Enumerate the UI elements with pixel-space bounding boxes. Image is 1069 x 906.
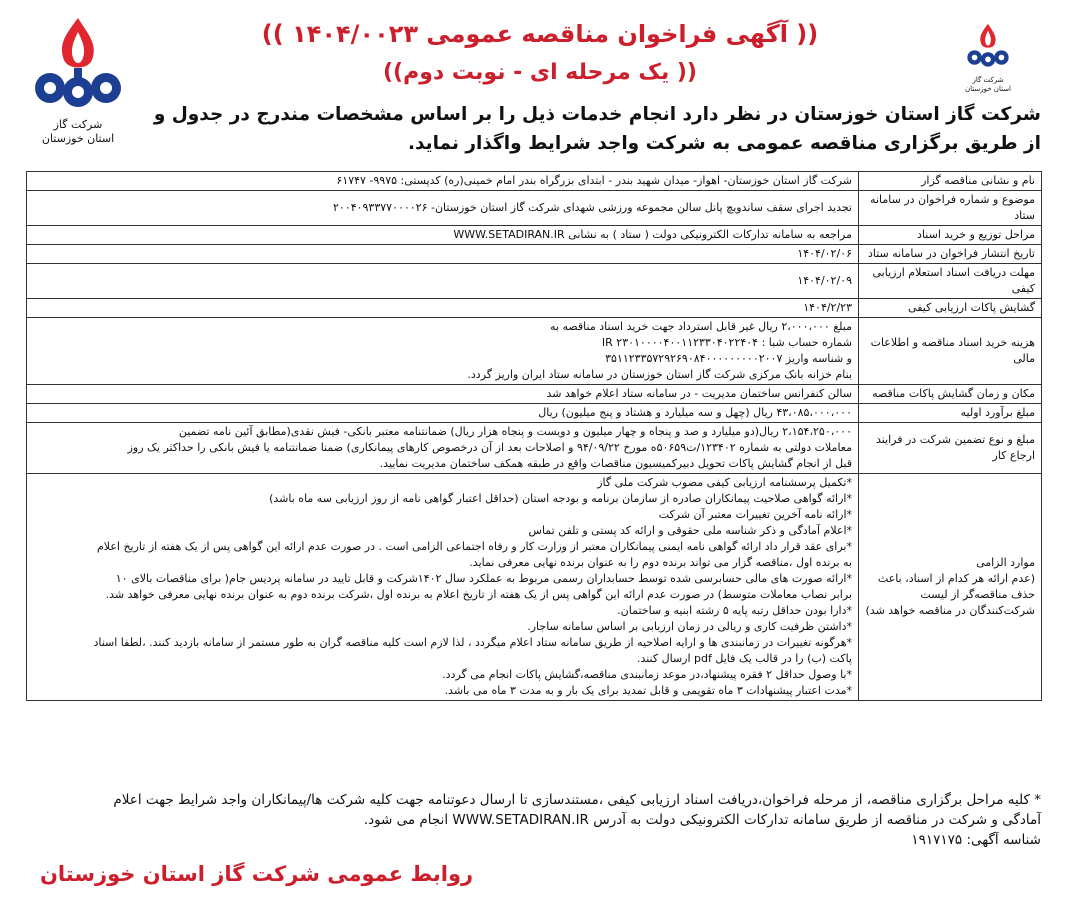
- row-label-text: مهلت دریافت اسناد استعلام ارزیابی کیفی: [872, 266, 1035, 295]
- row-label-text: مراحل توزیع و خرید اسناد: [917, 228, 1035, 241]
- row-value-line: *تکمیل پرسشنامه ارزیابی کیفی مصوب شرکت ملی گاز: [597, 476, 852, 489]
- intro-line-1: شرکت گاز استان خوزستان در نظر دارد انجام خدمات ذیل را بر اساس مشخصات مندرج در جدول و: [153, 104, 1041, 125]
- row-value: [27, 385, 859, 404]
- table-row: [27, 423, 1042, 474]
- row-label: [859, 264, 1042, 299]
- row-label: [859, 474, 1042, 701]
- table-row: [27, 172, 1042, 191]
- table-row: [27, 226, 1042, 245]
- row-value-line: *ارائه صورت های مالی حسابرسی شده توسط حسابداران رسمی مربوط به عملکرد سال ۱۴۰۲شرکت و قابل تایید در سامانه پردیس جام( برای مناقصات بالای ۱۰: [115, 572, 852, 585]
- row-label: [859, 226, 1042, 245]
- table-row: [27, 264, 1042, 299]
- row-label: [859, 423, 1042, 474]
- row-value: [27, 474, 859, 701]
- row-value-line: ۱۴۰۴/۰۲/۰۹: [797, 274, 852, 287]
- row-label: [859, 172, 1042, 191]
- row-label-text: موضوع و شماره فراخوان در سامانه ستاد: [870, 193, 1035, 222]
- logo-caption-line1: شرکت گاز: [53, 118, 103, 131]
- row-value-line: *ارائه گواهی صلاحیت پیمانکاران صادره از سازمان برنامه و بودجه استان (حداقل اعتبار گواهی نامه از روز ارزیابی سه ماه باشد): [269, 492, 852, 505]
- row-value-line: پاکت (ب) را در قالب یک فایل pdf ارسال کنند.: [636, 652, 852, 665]
- notice-subtitle: (( یک مرحله ای - نوبت دوم)): [383, 60, 697, 85]
- tender-details-table: [26, 171, 1042, 701]
- row-value: [27, 318, 859, 385]
- row-value: [27, 264, 859, 299]
- table-row: [27, 474, 1042, 701]
- row-value: [27, 191, 859, 226]
- row-value-line: ۴۳،۰۸۵،۰۰۰،۰۰۰ ریال (چهل و سه میلیارد و هشتاد و پنج میلیون) ریال: [538, 406, 852, 419]
- row-value-line: ۱۴۰۴/۲/۲۳: [803, 301, 852, 314]
- row-value-line: معاملات دولتی به شماره ۱۲۳۴۰۲/ت۵۰۶۵۹ه مورخ ۹۴/۰۹/۲۲ و اصلاحات بعد از آن درخصوص کارهای پیمانکاری) ضمنا ضمانتنامه یا فیش بانکی را حداکثر یک روز: [127, 441, 852, 454]
- company-logo-small: [958, 20, 1018, 100]
- table-row: [27, 318, 1042, 385]
- row-label-text: هزینه خرید اسناد مناقصه و اطلاعات مالی: [870, 336, 1035, 365]
- row-label-text: مبلغ برآورد اولیه: [960, 406, 1035, 419]
- row-value-line: ۲،۱۵۴،۲۵۰،۰۰۰ ریال(دو میلیارد و صد و پنجاه و چهار میلیون و دویست و پنجاه هزار ریال) ضمانتنامه معتبر بانکی- فیش نقدی(مطابق آئین نامه تضمین: [178, 425, 852, 438]
- row-value-line: سالن کنفرانس ساختمان مدیریت - در سامانه ستاد اعلام خواهد شد: [546, 387, 852, 400]
- row-value-line: *هرگونه تغییرات در زمانبندی ها و ارایه اصلاحیه از طریق سامانه ستاد اعلام میگردد ، لذا لازم است کلیه مناقصه گران به طور مستمر از سامانه بازدید کنند. ،لطفا اسناد: [93, 636, 852, 649]
- intro-line-2: از طریق برگزاری مناقصه عمومی به شرکت واجد شرایط واگذار نماید.: [407, 133, 1041, 154]
- row-value-line: مبلغ ۲،۰۰۰،۰۰۰ ریال غیر قابل استرداد جهت خرید اسناد مناقصه به: [550, 320, 852, 333]
- table-row: [27, 245, 1042, 264]
- row-label: [859, 191, 1042, 226]
- row-label: [859, 245, 1042, 264]
- notice-id: شناسه آگهی: ۱۹۱۷۱۷۵: [911, 832, 1041, 848]
- row-value-line: *ارائه نامه آخرین تغییرات معتبر آن شرکت: [658, 508, 852, 521]
- row-value-line: *اعلام آمادگی و ذکر شناسه ملی حقوقی و ارائه کد پستی و تلفن تماس: [528, 524, 852, 537]
- row-value-line: قبل از انجام گشایش پاکات تحویل دبیرکمیسیون مناقصات واقع در طبقه همکف ساختمان مدیریت نمایید.: [379, 457, 852, 470]
- footer-line-2: آمادگی و شرکت در مناقصه از طریق سامانه تدارکات الکترونیکی دولت به آدرس WWW.SETADIRAN.IR انجام می شود.: [363, 812, 1041, 828]
- row-label: [859, 299, 1042, 318]
- row-label-text: گشایش پاکات ارزیابی کیفی: [908, 301, 1035, 314]
- small-logo-caption-line2: استان خوزستان: [965, 85, 1011, 93]
- notice-title: (( آگهی فراخوان مناقصه عمومی ۱۴۰۴/۰۰۲۳ )): [261, 20, 819, 48]
- row-label: [859, 318, 1042, 385]
- row-value-line: تجدید اجرای سقف ساندویچ پانل سالن مجموعه ورزشی شهدای شرکت گاز استان خوزستان- ۲۰۰۴۰۹۳۳۷۷۰۰۰۰۲۶: [332, 201, 852, 214]
- table-row: [27, 385, 1042, 404]
- public-relations-signature: روابط عمومی شرکت گاز استان خوزستان: [40, 862, 474, 886]
- row-value: [27, 245, 859, 264]
- row-value-line: به برنده اول ،مناقصه گزار می تواند برنده دوم را به عنوان برنده نهایی معرفی نماید.: [469, 556, 852, 569]
- row-value: [27, 299, 859, 318]
- row-value-line: *با وصول حداقل ۲ فقره پیشنهاد،در موعد زمانبندی مناقصه،گشایش پاکات انجام می گردد.: [442, 668, 852, 681]
- row-value-line: *مدت اعتبار پیشنهادات ۳ ماه تقویمی و قابل تمدید برای یک بار و به مدت ۳ ماه می باشد.: [444, 684, 852, 697]
- table-row: [27, 404, 1042, 423]
- row-label-text: مکان و زمان گشایش پاکات مناقصه: [872, 387, 1035, 400]
- row-value-line: و شناسه واریز ۳۵۱۱۲۳۳۵۷۲۹۲۶۹۰۸۴۰۰۰۰۰۰۰۰۰۲۰۰۷: [605, 352, 852, 365]
- row-label-text: تاریخ انتشار فراخوان در سامانه ستاد: [867, 247, 1035, 260]
- row-label-text: نام و نشانی مناقصه گزار: [921, 174, 1035, 187]
- row-value: [27, 172, 859, 191]
- row-label: [859, 385, 1042, 404]
- row-value: [27, 226, 859, 245]
- footer-line-1: * کلیه مراحل برگزاری مناقصه، از مرحله فراخوان،دریافت اسناد ارزیابی کیفی ،مستندسازی تا ارسال دعوتنامه جهت کلیه شرکت ها/پیمانکاران واجد شرایط جهت اعلام: [113, 792, 1041, 808]
- table-row: [27, 299, 1042, 318]
- table-row: [27, 191, 1042, 226]
- small-logo-caption-line1: شرکت گاز: [972, 76, 1004, 84]
- row-value: [27, 404, 859, 423]
- footer-notes: [30, 790, 1041, 850]
- gas-flame-logo-icon: [28, 14, 128, 114]
- row-value-line: شماره حساب شبا : IR ۲۳۰۱۰۰۰۰۴۰۰۱۱۲۳۳۰۴۰۲۲۴۰۴: [601, 336, 852, 349]
- row-value-line: شرکت گاز استان خوزستان- اهواز- میدان شهید بندر - ابتدای بزرگراه بندر امام خمینی(ره) کدپستی: ۹۹۷۵- ۶۱۷۴۷: [336, 174, 852, 187]
- row-value-line: *برای عقد قرار داد ارائه گواهی نامه ایمنی پیمانکاران معتبر از وزارت کار و رفاه اجتماعی الزامی است . در صورت عدم ارائه این گواهی پس از یک هفته از تاریخ اعلام: [96, 540, 852, 553]
- row-value-line: مراجعه به سامانه تدارکات الکترونیکی دولت ( ستاد ) به نشانی WWW.SETADIRAN.IR: [453, 228, 852, 241]
- intro-paragraph: [30, 100, 1041, 158]
- row-value-line: *داشتن ظرفیت کاری و ریالی در زمان ارزیابی بر اساس سامانه ساجار.: [527, 620, 852, 633]
- row-value: [27, 423, 859, 474]
- logo-caption-line2: استان خوزستان: [41, 132, 115, 145]
- row-label: [859, 404, 1042, 423]
- row-value-line: برابر نصاب معاملات متوسط) در صورت عدم ارائه این گواهی پس از یک هفته از تاریخ اعلام به برنده اول ،شرکت برنده دوم به عنوان برنده نهایی معرفی خواهد شد.: [105, 588, 852, 601]
- row-label-text: موارد الزامی: [976, 556, 1035, 569]
- row-value-line: ۱۴۰۴/۰۲/۰۶: [797, 247, 852, 260]
- row-value-line: بنام خزانه بانک مرکزی شرکت گاز استان خوزستان در سامانه ستاد ایران واریز گردد.: [467, 368, 852, 381]
- row-label-note: (عدم ارائه هر کدام از اسناد، باعث حذف مناقصه‌گر از لیست شرکت‌کنندگان در مناقصه خواهد شد): [865, 572, 1035, 617]
- row-value-line: *دارا بودن حداقل رتبه پایه ۵ رشته ابنیه و ساختمان.: [617, 604, 852, 617]
- row-label-text: مبلغ و نوع تضمین شرکت در فرایند ارجاع کار: [875, 433, 1035, 462]
- gas-flame-small-logo-icon: [964, 20, 1012, 72]
